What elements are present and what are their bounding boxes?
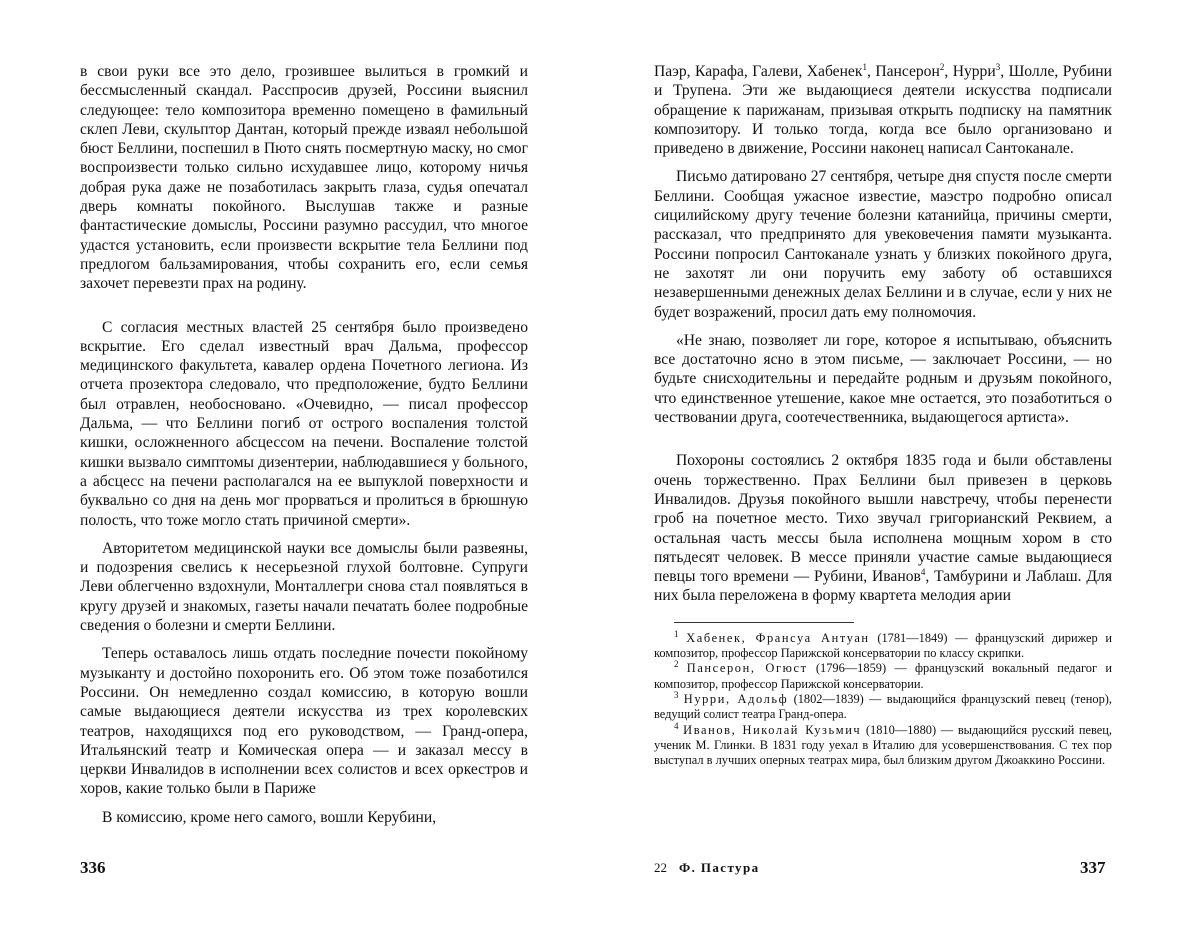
- footnote-text: (1802—1839) — выдающийся французский певец (тенор), ведущий солист театра Гранд-опера.: [654, 692, 1112, 721]
- footnote-ref: 4: [921, 567, 926, 577]
- text-run: Паэр, Карафа, Галеви, Хабенек: [654, 63, 862, 80]
- paragraph: [654, 451, 1112, 605]
- signature-mark: [654, 860, 760, 876]
- footnote-divider: [674, 622, 854, 623]
- footnote-ref: 3: [996, 62, 1001, 72]
- paragraph: Авторитетом медицинской науки все домыслы были развеяны, и подозрения свелись к несерьезной глухой болтовне. Супруги Леви облегченно вздохнули, Монталлегри снова стал появляться в кругу друзей и знакомых, газеты начали печатать более подробные сведения о болезни и смерти Беллини.: [80, 539, 528, 635]
- text-run: , Тамбурини и Лаблаш. Для них была переложена в форму квартета мелодия арии: [654, 568, 1112, 604]
- footnote: [654, 692, 1112, 723]
- footnote-text: (1796—1859) — французский вокальный педагог и композитор, профессор Парижской консерватории.: [654, 661, 1112, 690]
- text-run: , Нурри: [944, 63, 995, 80]
- signature-number: 22: [654, 860, 667, 875]
- left-page: [0, 0, 600, 932]
- footnote-mark: 4: [674, 720, 679, 730]
- footnote-text: (1810—1880) — выдающийся русский певец, ученик М. Глинки. В 1831 году уехал в Италию для усовершенствования. С тех пор выступал в лучших оперных театрах мира, был близким другом Джоаккино Россини.: [654, 723, 1112, 768]
- left-text-column: [80, 62, 528, 827]
- page-number: 336: [80, 858, 106, 878]
- footnote-mark: 2: [674, 659, 679, 669]
- footnote-name: Нурри, Адольф: [684, 692, 789, 706]
- footnote-name: Иванов, Николай Кузьмич: [683, 723, 861, 737]
- footnote-name: Хабенек, Франсуа Антуан: [686, 631, 869, 645]
- paragraph: «Не знаю, позволяет ли горе, которое я испытываю, объяснить все достаточно ясно в этом письме, — заключает Россини, — но будьте снисходительны и передайте родным и друзьям покойного, что единственное утешение, какое мне остается, это позаботиться о чествовании друга, соотечественника, выдающегося артиста».: [654, 331, 1112, 427]
- paragraph: Письмо датировано 27 сентября, четыре дня спустя после смерти Беллини. Сообщая ужасное известие, маэстро подробно описал сицилийскому другу течение болезни катанийца, причины смерти, рассказал, что предпринято для увековечения памяти музыканта. Россини попросил Сантоканале узнать у близких покойного друга, не захотят ли они поручить ему заботу об оставшихся незавершенными денежных делах Беллини и в случае, если у них не будет возражений, просил дать ему полномочия.: [654, 167, 1112, 321]
- footnotes: [654, 631, 1112, 769]
- paragraph: в свои руки все это дело, грозившее вылиться в громкий и бессмысленный скандал. Расспросив друзей, Россини выяснил следующее: тело композитора временно помещено в фамильный склеп Леви, скульптор Дантан, который прежде изваял небольшой бюст Беллини, поспешил в Пюто снять посмертную маску, но смог воспроизвести только сильно исхудавшее лицо, которому ничья добрая рука даже не позаботилась закрыть глаза, судья опечатал дверь комнаты покойного. Выслушав также и разные фантастические домыслы, Россини разумно рассудил, что многое удастся установить, если произвести вскрытие тела Беллини под предлогом бальзамирования, чтобы сохранить его, если семья захочет перевезти прах на родину.: [80, 62, 528, 294]
- page-number: 337: [1080, 858, 1106, 878]
- footnote-mark: 3: [674, 690, 679, 700]
- text-run: , Пансерон: [867, 63, 940, 80]
- paragraph: В комиссию, кроме него самого, вошли Керубини,: [80, 808, 528, 827]
- right-text-column: [654, 62, 1112, 768]
- footnote-ref: 2: [940, 62, 945, 72]
- footnote-mark: 1: [674, 629, 679, 639]
- footnote-ref: 1: [862, 62, 867, 72]
- paragraph: С согласия местных властей 25 сентября было произведено вскрытие. Его сделал известный врач Дальма, профессор медицинского факультета, кавалер ордена Почетного легиона. Из отчета прозектора следовало, что предположение, будто Беллини был отравлен, необосновано. «Очевидно, — писал профессор Дальма, — что Беллини погиб от острого воспаления толстой кишки, осложненного абсцессом на печени. Воспаление толстой кишки вызвало симптомы дизентерии, наблюдавшиеся у больного, а абсцесс на печени располагался на ее выпуклой поверхности и буквально со дня на день мог прорваться и пролиться в брюшную полость, что тоже могло стать причиной смерти».: [80, 318, 528, 530]
- text-run: , Шолле, Рубини и Трупена. Эти же выдающиеся деятели искусства подписали обращение к парижанам, призывая открыть подписку на памятник композитору. И только тогда, когда все было организовано и приведено в движение, Россини наконец написал Сантоканале.: [654, 63, 1112, 157]
- footnote: [654, 661, 1112, 692]
- footnote: [654, 631, 1112, 662]
- text-run: Похороны состоялись 2 октября 1835 года и были обставлены очень торжественно. Прах Беллини был привезен в церковь Инвалидов. Друзья покойного вышли навстречу, чтобы перенести гроб на почетное место. Тихо звучал григорианский Реквием, а остальная часть мессы была исполнена мощным хором в сто пятьдесят человек. В мессе приняли участие самые выдающиеся певцы того времени — Рубини, Иванов: [654, 452, 1112, 585]
- signature-author: Ф. Пастура: [679, 860, 760, 875]
- footnote: [654, 723, 1112, 769]
- paragraph: [654, 62, 1112, 158]
- paragraph: Теперь оставалось лишь отдать последние почести покойному музыканту и достойно похоронить его. Об этом тоже позаботился Россини. Он немедленно создал комиссию, в которую вошли самые выдающиеся деятели искусства из трех королевских театров, находящихся под его руководством, — Гранд-опера, Итальянский театр и Комическая опера — и заказал мессу в церкви Инвалидов в исполнении всех солистов и всех оркестров и хоров, какие только были в Париже: [80, 644, 528, 798]
- footnote-name: Пансерон, Огюст: [687, 661, 808, 675]
- footnote-text: (1781—1849) — французский дирижер и композитор, профессор Парижской консерватории по классу скрипки.: [654, 631, 1112, 660]
